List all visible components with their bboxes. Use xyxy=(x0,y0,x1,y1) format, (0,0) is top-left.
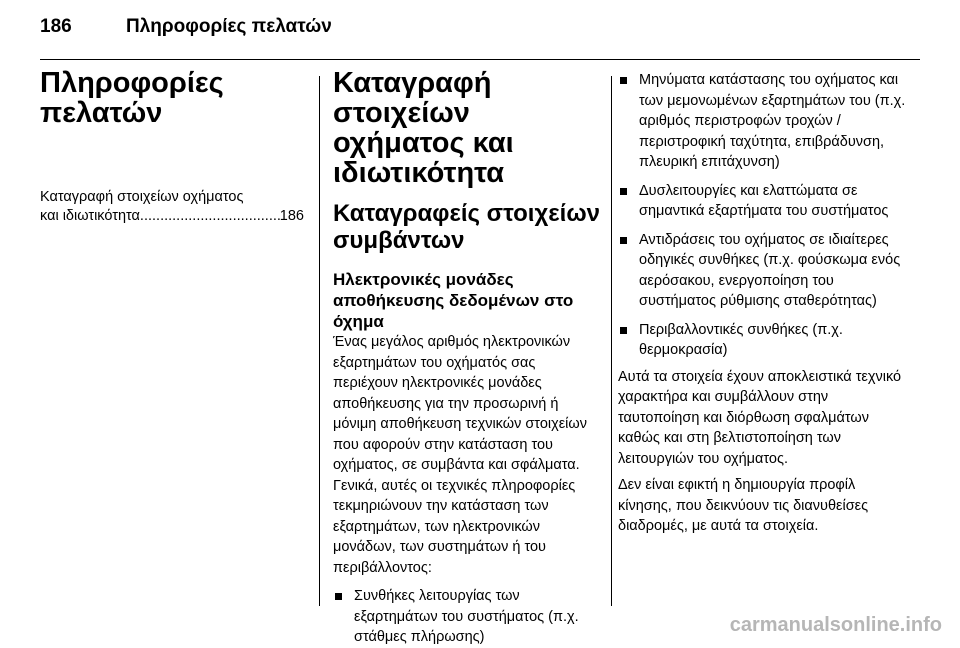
page-number: 186 xyxy=(40,16,72,37)
chapter-title-line: πελατών xyxy=(40,97,163,129)
topic-heading-line: όχημα xyxy=(333,312,384,331)
subsection-heading xyxy=(333,200,603,254)
toc-page-number: 186 xyxy=(279,208,304,224)
toc-entry-text-cont: και ιδιωτικότητα xyxy=(40,208,140,224)
toc-leader-dots xyxy=(140,207,280,226)
column-divider-left xyxy=(319,76,320,606)
topic-heading-line: αποθήκευσης δεδομένων στο xyxy=(333,291,574,310)
bullet-text: Μηνύματα κατάστασης του οχήματος και των μεμονωμένων εξαρτημάτων του (π.χ. αριθμός περιστροφών τροχών / περιστροφική ταχύτητα, επιβράδυνση, πλευρική επιτάχυνση) xyxy=(639,72,906,170)
bullet-item xyxy=(618,320,908,361)
bullet-text: Δυσλειτουργίες και ελαττώματα σε σημαντικά εξαρτήματα του συστήματος xyxy=(639,182,889,219)
running-title: Πληροφορίες πελατών xyxy=(126,16,332,37)
bullet-item xyxy=(333,586,603,648)
middle-column xyxy=(333,68,603,648)
bullet-square-icon xyxy=(620,77,627,84)
topic-heading-line: Ηλεκτρονικές μονάδες xyxy=(333,270,514,289)
bullet-list xyxy=(618,70,908,361)
bullet-text: Αντιδράσεις του οχήματος σε ιδιαίτερες οδηγικές συνθήκες (π.χ. φούσκωμα ενός αερόσακου, ενεργοποίηση του συστήματος ρύθμισης σταθερότητας) xyxy=(639,231,901,309)
bullet-square-icon xyxy=(335,593,342,600)
right-column xyxy=(618,68,908,537)
bullet-item xyxy=(618,230,908,312)
bullet-square-icon xyxy=(620,237,627,244)
subsection-heading-line: συμβάντων xyxy=(333,227,465,254)
chapter-title-line: Πληροφορίες xyxy=(40,67,224,99)
topic-heading xyxy=(333,269,603,332)
bullet-square-icon xyxy=(620,188,627,195)
chapter-title xyxy=(40,68,304,128)
bullet-item xyxy=(618,70,908,173)
toc-entry-row xyxy=(40,207,304,226)
section-heading-line: ιδιωτικότητα xyxy=(333,157,505,189)
watermark: carmanualsonline.info xyxy=(729,614,942,636)
section-heading-line: Καταγραφή στοιχείων xyxy=(333,67,492,129)
bullet-list xyxy=(333,586,603,648)
bullet-item xyxy=(618,181,908,222)
bullet-text: Συνθήκες λειτουργίας των εξαρτημάτων του συστήματος (π.χ. στάθμες πλήρωσης) xyxy=(354,588,579,645)
section-heading-line: οχήματος και xyxy=(333,127,514,159)
toc-entry[interactable] xyxy=(40,188,304,226)
bullet-text: Περιβαλλοντικές συνθήκες (π.χ. θερμοκρασία) xyxy=(639,321,843,358)
subsection-heading-line: Καταγραφείς στοιχείων xyxy=(333,200,600,227)
body-paragraph: Δεν είναι εφικτή η δημιουργία προφίλ κίνησης, που δεικνύουν τις διανυθείσες διαδρομές, με αυτά τα στοιχεία. xyxy=(618,477,869,534)
header-rule xyxy=(40,59,920,60)
body-paragraph: Αυτά τα στοιχεία έχουν αποκλειστικά τεχνικό χαρακτήρα και συμβάλλουν στην ταυτοποίηση και διόρθωση σφαλμάτων καθώς και στη βελτιστοποίηση των λειτουργιών του οχήματος. xyxy=(618,368,902,467)
contents-column xyxy=(40,68,304,226)
bullet-square-icon xyxy=(620,327,627,334)
body-paragraph: Ένας μεγάλος αριθμός ηλεκτρονικών εξαρτημάτων του οχήματός σας περιέχουν ηλεκτρονικές μονάδες αποθήκευσης για την προσωρινή ή μόνιμη αποθήκευση τεχνικών στοιχείων που αφορούν στην κατάσταση του οχήματος, σε συμβάντα και σφάλματα. Γενικά, αυτές οι τεχνικές πληροφορίες τεκμηριώνουν την κατάσταση των εξαρτημάτων, των ηλεκτρονικών μονάδων, των συστημάτων ή του περιβάλλοντος: xyxy=(333,334,587,576)
column-divider-right xyxy=(611,76,612,606)
toc-entry-text: Καταγραφή στοιχείων οχήματος xyxy=(40,189,244,205)
section-heading xyxy=(333,68,603,188)
